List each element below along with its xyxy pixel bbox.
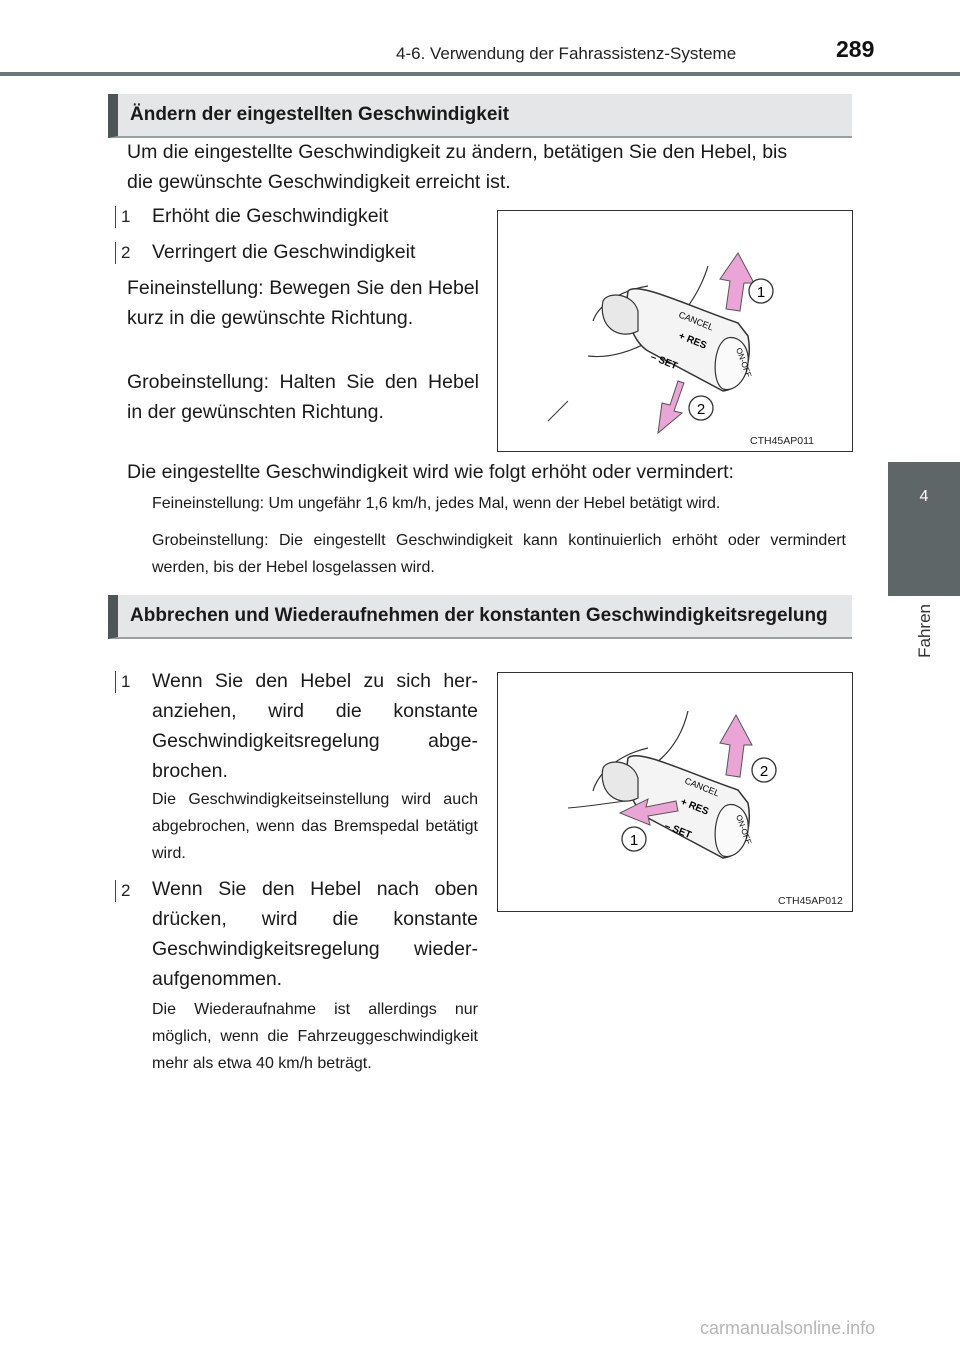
header-rule [0, 72, 960, 76]
callout-1-fig2: 1 [629, 832, 639, 849]
item-number-1: 1 [115, 206, 137, 228]
cancel-label: CANCEL [677, 309, 715, 333]
chapter-tab [888, 462, 960, 596]
arrow-up-icon [720, 253, 754, 311]
item-number-2: 2 [115, 242, 137, 264]
onoff-label-2: ON-OFF [734, 813, 754, 846]
note-fine-adjust: Feineinstellung: Um ungefähr 1,6 km/h, jedes Mal, wenn der Hebel betätigt wird. [152, 495, 721, 512]
intro-line-1: Um die eingestellte Geschwindigkeit zu ändern, betätigen Sie den Hebel, bis [127, 141, 788, 163]
res-label-2: + RES [678, 796, 711, 818]
callout-2: 2 [696, 401, 706, 418]
section-title-change-speed: Ändern der eingestellten Geschwindigkeit [108, 94, 852, 138]
arrow-push-up-icon [720, 715, 752, 777]
chapter-title: 4-6. Verwendung der Fahrassistenz-Systeme [396, 44, 737, 63]
item2-number-2: 2 [115, 880, 137, 902]
page-number: 289 [836, 36, 875, 62]
item-decrease: Verringert die Geschwindigkeit [152, 241, 416, 263]
figure-code-1: CTH45AP011 [750, 435, 815, 447]
callout-2-fig2: 2 [759, 763, 769, 780]
watermark: carmanualsonline.info [700, 1318, 876, 1338]
chapter-tab-label: Fahren [915, 604, 934, 658]
fine-adjust-text: Feineinstellung: Bewegen Sie den Hebel kurz in die gewünschte Richtung. [127, 277, 479, 329]
figure-code-2: CTH45AP012 [778, 895, 843, 907]
lever-illustration-1 [498, 211, 851, 450]
section-title-cancel-resume: Abbrechen und Wiederaufnehmen der konstanten Geschwindigkeitsregelung [108, 595, 852, 639]
intro-line-2: die gewünschte Geschwindigkeit erreicht ist. [127, 171, 511, 193]
coarse-adjust-text: Grobeinstellung: Halten Sie den Hebel in der gewünschten Richtung. [127, 371, 479, 423]
resume-item-note: Die Wiederaufnahme ist allerdings nur möglich, wenn die Fahrzeuggeschwindigkeit mehr als etwa 40 km/h beträgt. [152, 1001, 478, 1072]
cancel-label-2: CANCEL [683, 775, 721, 799]
res-label: + RES [676, 330, 709, 352]
arrow-down-icon [658, 381, 684, 433]
figure-lever-speed [497, 210, 853, 452]
cancel-item-text: Wenn Sie den Hebel zu sich heranziehen, wird die konstante Geschwindigkeitsregelung abgebrochen. [152, 670, 478, 782]
resume-item-text: Wenn Sie den Hebel nach oben drücken, wird die konstante Geschwindigkeitsregelung wiederaufgenommen. [152, 878, 478, 990]
lever-illustration-2 [498, 673, 851, 910]
set-label-2: – SET [662, 820, 693, 842]
chapter-tab-number: 4 [919, 488, 929, 505]
item2-number-1: 1 [115, 671, 137, 693]
cancel-item-note: Die Geschwindigkeitseinstellung wird auch abgebrochen, wenn das Bremspedal betätigt wird. [152, 791, 478, 862]
item-increase: Erhöht die Geschwindigkeit [152, 205, 389, 227]
callout-1: 1 [756, 284, 766, 301]
figure-lever-cancel-resume [497, 672, 853, 912]
note-coarse-adjust: Grobeinstellung: Die eingestellt Geschwindigkeit kann kontinuierlich erhöht oder vermindert werden, bis der Hebel losgelassen wird. [152, 532, 846, 576]
set-label: – SET [648, 351, 679, 373]
onoff-label: ON-OFF [734, 346, 754, 379]
change-description: Die eingestellte Geschwindigkeit wird wie folgt erhöht oder vermindert: [127, 461, 734, 483]
